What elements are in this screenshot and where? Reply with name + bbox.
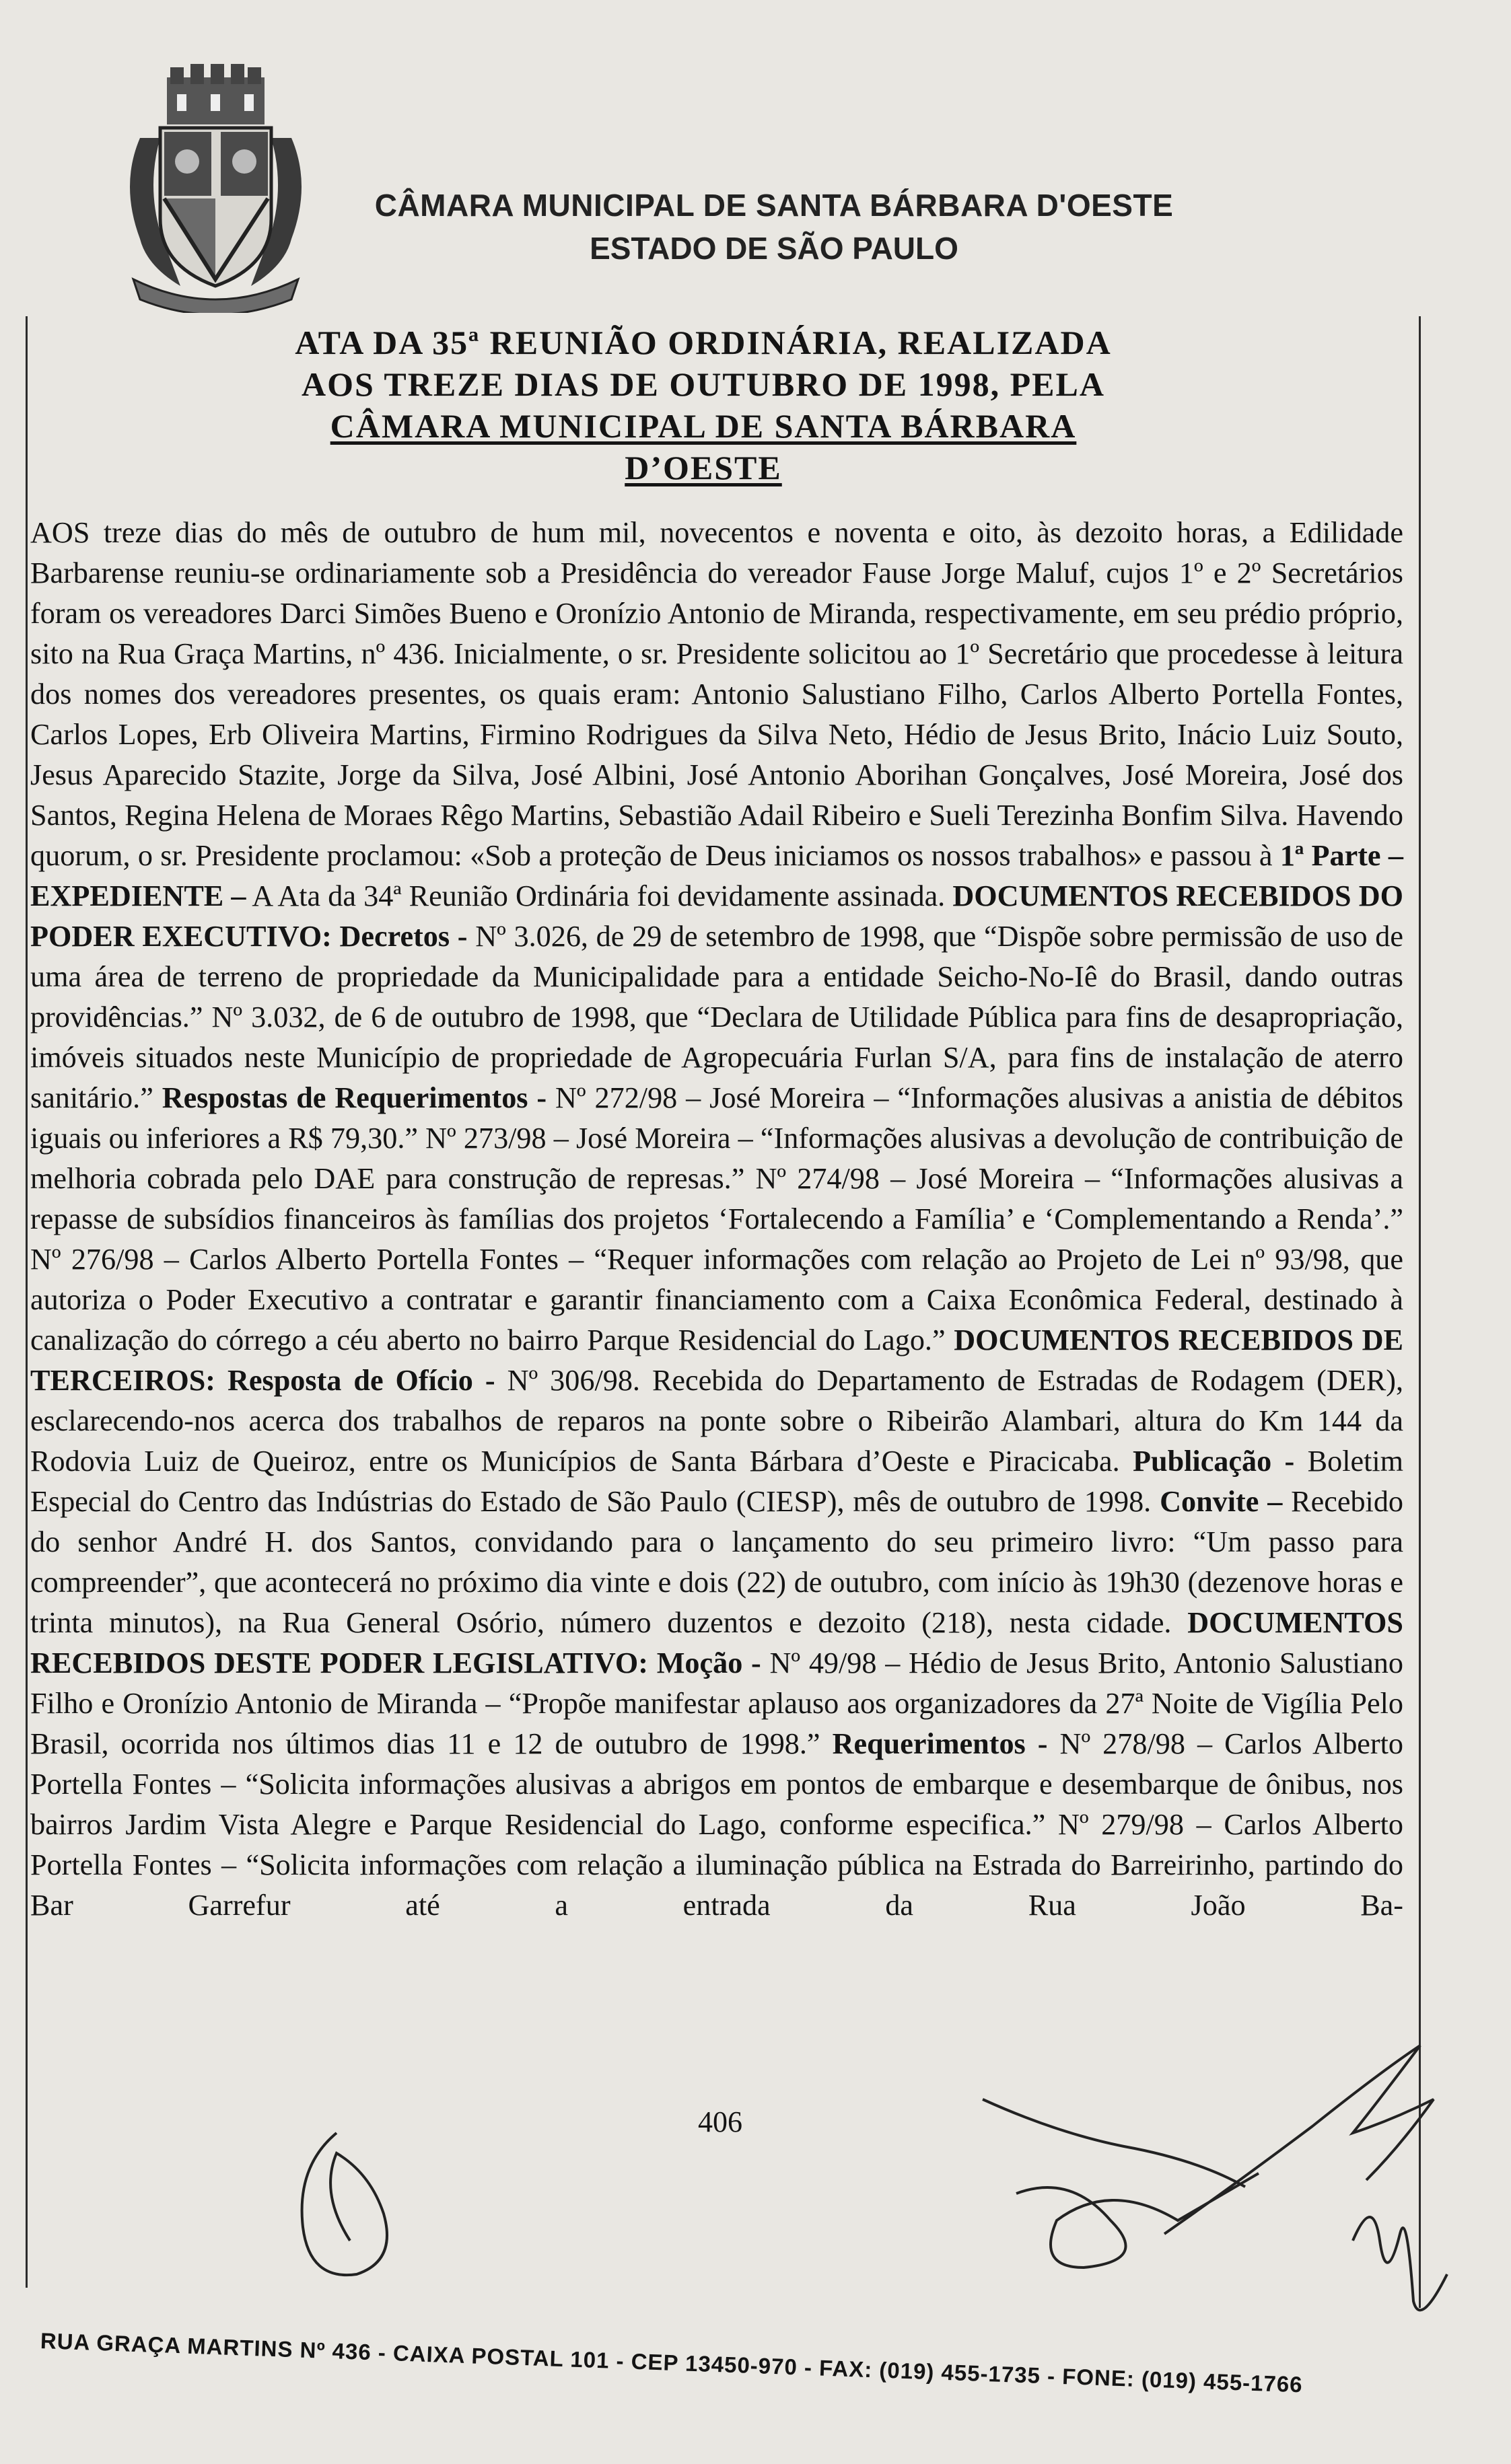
body-text: Nº 278/98 – Carlos Alberto Portella Fontes – “Solicita informações alusivas a abrigos em pontos de embarque e desembarque de ônibus, nos bairros Jardim Vista Alegre e Parque Residencial do Lago, conforme especifica.” Nº 279/98 – Carlos Alberto Portella Fontes – “Solicita informações com relação a iluminação pública na Estrada do Barreirinho, partindo do Bar Garrefur até a entrada da Rua João Ba- bbox=[30, 1727, 1404, 1922]
state-name: ESTADO DE SÃO PAULO bbox=[590, 231, 958, 266]
left-margin-rule bbox=[26, 316, 28, 2288]
minutes-title-line-3: CÂMARA MUNICIPAL DE SANTA BÁRBARA D’OESTE bbox=[330, 407, 1077, 486]
body-text: A Ata da 34ª Reunião Ordinária foi devidamente assinada. bbox=[252, 879, 946, 912]
body-bold-text: 1ª Parte – EXPEDIENTE – bbox=[30, 839, 1403, 912]
body-bold-text: Convite – bbox=[1160, 1485, 1283, 1518]
body-bold-text: DOCUMENTOS RECEBIDOS DESTE PODER LEGISLATIVO: Moção - bbox=[30, 1606, 1403, 1679]
minutes-title-line-2: AOS TREZE DIAS DE OUTUBRO DE 1998, PELA bbox=[302, 365, 1105, 403]
signature-left-icon bbox=[256, 2113, 431, 2301]
body-text: Boletim Especial do Centro das Indústrias do Estado de São Paulo (CIESP), mês de outubro de 1998. bbox=[30, 1445, 1404, 1518]
minutes-body bbox=[30, 513, 1403, 1926]
institution-name: CÂMARA MUNICIPAL DE SANTA BÁRBARA D'OESTE bbox=[374, 188, 1174, 223]
body-bold-text: Respostas de Requerimentos - bbox=[162, 1081, 547, 1114]
municipal-crest-icon bbox=[120, 64, 312, 313]
body-text: Nº 3.026, de 29 de setembro de 1998, que “Dispõe sobre permissão de uso de uma área de terreno de propriedade da Municipalidade para a entidade Seicho-No-Iê do Brasil, dando outras providências.” Nº 3.032, de 6 de outubro de 1998, que “Declara de Utilidade Pública para fins de desapropriação, imóveis situados neste Município de propriedade de Agropecuária Furlan S/A, para fins de instalação de aterro sanitário.” bbox=[30, 920, 1403, 1114]
body-text: AOS treze dias do mês de outubro de hum mil, novecentos e noventa e oito, às dezoito horas, a Edilidade Barbarense reuniu-se ordinariamente sob a Presidência do vereador Fause Jorge Maluf, cujos 1º e 2º Secretários foram os vereadores Darci Simões Bueno e Oronízio Antonio de Miranda, respectivamente, em seu prédio próprio, sito na Rua Graça Martins, nº 436. Inicialmente, o sr. Presidente solicitou ao 1º Secretário que procedesse à leitura dos nomes dos vereadores presentes, os quais eram: Antonio Salustiano Filho, Carlos Alberto Portella Fontes, Carlos Lopes, Erb Oliveira Martins, Firmino Rodrigues da Silva Neto, Hédio de Jesus Brito, Inácio Luiz Souto, Jesus Aparecido Stazite, Jorge da Silva, José Albini, José Antonio Aborihan Gonçalves, José Moreira, José dos Santos, Regina Helena de Moraes Rêgo Martins, Sebastião Adail Ribeiro e Sueli Terezinha Bonfim Silva. Havendo quorum, o sr. Presidente proclamou: «Sob a proteção de Deus iniciamos os nossos trabalhos» e passou à bbox=[30, 516, 1403, 872]
signature-right-icon bbox=[976, 2019, 1461, 2328]
body-text: Nº 49/98 – Hédio de Jesus Brito, Antonio Salustiano Filho e Oronízio Antonio de Miranda – “Propõe manifestar aplauso aos organizadores da 27ª Noite de Vigília Pelo Brasil, ocorrida nos últimos dias 11 e 12 de outubro de 1998.” bbox=[30, 1646, 1403, 1760]
body-bold-text: DOCUMENTOS RECEBIDOS DO PODER EXECUTIVO: Decretos - bbox=[30, 879, 1403, 953]
body-text: Nº 272/98 – José Moreira – “Informações alusivas a anistia de débitos iguais ou inferiores a R$ 79,30.” Nº 273/98 – José Moreira – “Informações alusivas a devolução de contribuição de melhoria cobrada pelo DAE para construção de represas.” Nº 274/98 – José Moreira – “Informações alusivas a repasse de subsídios financeiros às famílias dos projetos ‘Fortalecendo a Família’ e ‘Complementando a Renda’.” Nº 276/98 – Carlos Alberto Portella Fontes – “Requer informações com relação ao Projeto de Lei nº 93/98, que autoriza o Poder Executivo a contratar e garantir financiamento com a Caixa Econômica Federal, destinado à canalização do córrego a céu aberto no bairro Parque Residencial do Lago.” bbox=[30, 1081, 1403, 1356]
right-margin-rule bbox=[1419, 316, 1421, 2308]
body-bold-text: Requerimentos - bbox=[832, 1727, 1048, 1760]
body-text: Nº 306/98. Recebida do Departamento de Estradas de Rodagem (DER), esclarecendo-nos acerca dos trabalhos de reparos na ponte sobre o Ribeirão Alambari, altura do Km 144 da Rodovia Luiz de Queiroz, entre os Municípios de Santa Bárbara d’Oeste e Piracicaba. bbox=[30, 1364, 1403, 1478]
body-bold-text: DOCUMENTOS RECEBIDOS DE TERCEIROS: Resposta de Ofício - bbox=[30, 1324, 1403, 1397]
footer-address: RUA GRAÇA MARTINS Nº 436 - CAIXA POSTAL 101 - CEP 13450-970 - FAX: (019) 455-1735 - FONE: (019) 455-1766 bbox=[40, 2328, 1304, 2397]
page-number: 406 bbox=[698, 2105, 742, 2138]
body-bold-text: Publicação - bbox=[1133, 1445, 1295, 1478]
minutes-title-line-1: ATA DA 35ª REUNIÃO ORDINÁRIA, REALIZADA bbox=[295, 324, 1112, 361]
body-text: Recebido do senhor André H. dos Santos, convidando para o lançamento do seu primeiro livro: “Um passo para compreender”, que acontecerá no próximo dia vinte e dois (22) de outubro, com início às 19h30 (dezenove horas e trinta minutos), na Rua General Osório, número duzentos e dezoito (218), nesta cidade. bbox=[30, 1485, 1404, 1639]
